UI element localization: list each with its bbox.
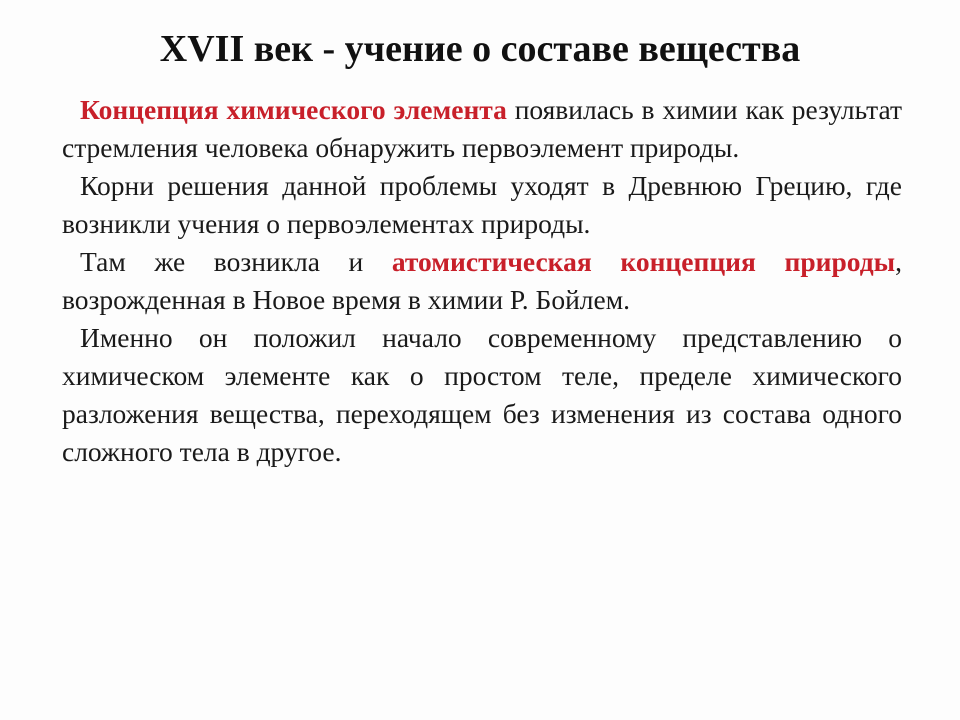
emphasis-chemical-element-concept: Концепция химического элемента xyxy=(80,94,507,125)
paragraph-text: Там же возникла и xyxy=(80,246,392,277)
paragraph-text: Корни решения данной проблемы уходят в Древнюю Грецию, где возникли учения о первоэлементах природы. xyxy=(62,170,902,239)
paragraph-text: Именно он положил начало современному представлению о химическом элементе как о простом теле, пределе химического разложения вещества, переходящем без изменения из состава одного сложного тела в другое. xyxy=(62,322,902,467)
paragraph-3 xyxy=(62,243,902,319)
emphasis-atomistic-concept: атомистическая концепция природы xyxy=(391,246,896,277)
paragraph-4 xyxy=(62,319,902,471)
paragraph-2 xyxy=(62,167,902,243)
slide-body xyxy=(62,91,902,471)
paragraph-1 xyxy=(62,91,902,167)
slide-title: XVII век - учение о составе вещества xyxy=(159,28,801,70)
paragraph-text: появилась в химии как результат стремления человека обнаружить первоэлемент природы. xyxy=(62,94,902,163)
paragraph-text: , возрожденная в Новое время в химии Р. Бойлем. xyxy=(62,246,902,315)
